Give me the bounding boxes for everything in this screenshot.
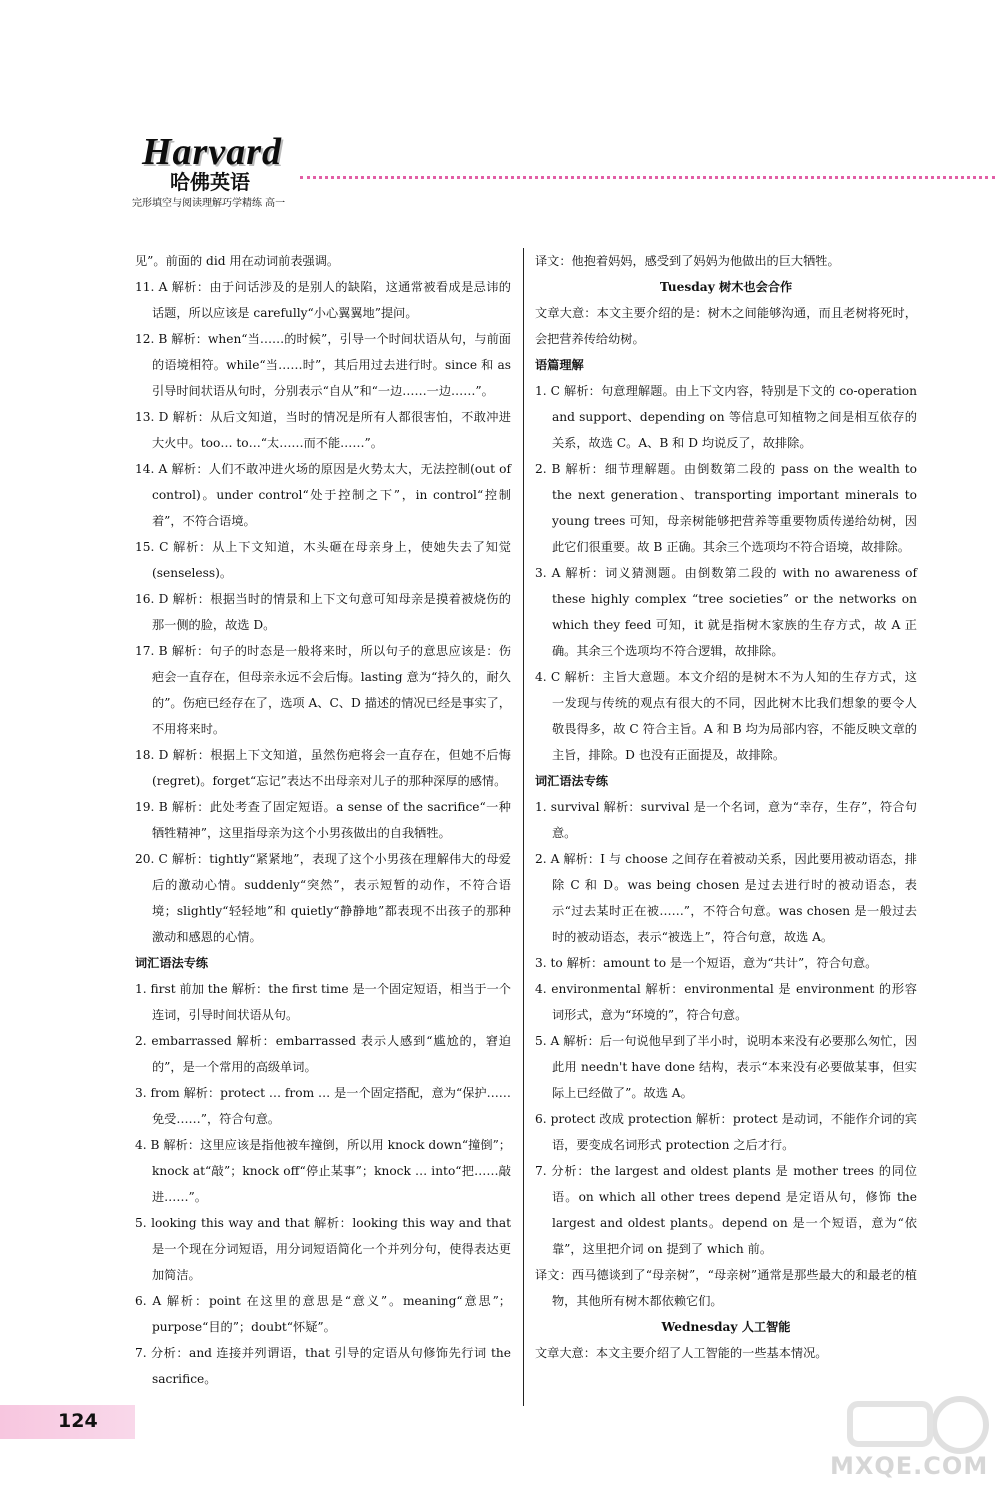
- answer-item: 17. B 解析：句子的时态是一般将来时，所以句子的意思应该是：伤疤会一直存在，但母亲永远不会后悔。lasting 意为“持久的，耐久的”。伤疤已经存在了，选项 A、C、D 描述的情况已经是事实了，不用将来时。: [135, 644, 511, 736]
- answer-item: 7. 分析：and 连接并列谓语，that 引导的定语从句修饰先行词 the sacrifice。: [135, 1346, 511, 1386]
- summary-paragraph: 文章大意：本文主要介绍了人工智能的一些基本情况。: [535, 1346, 828, 1360]
- answer-item: 1. survival 解析：survival 是一个名词，意为“幸存，生存”，符合句意。: [535, 800, 917, 840]
- answer-item: 12. B 解析：when“当……的时候”，引导一个时间状语从句，与前面的语境相符。while“当……时”，其后用过去进行时。since 和 as 引导时间状语从句时，分别表示“自从”和“一边……一边……”。: [135, 332, 511, 398]
- answer-item: 11. A 解析：由于问话涉及的是别人的缺陷，这通常被看成是忌讳的话题，所以应该是 carefully“小心翼翼地”提问。: [135, 280, 511, 320]
- answer-item: 14. A 解析：人们不敢冲进火场的原因是火势太大，无法控制(out of control)。under control“处于控制之下”，in control“控制着”，不符合语境。: [135, 462, 511, 528]
- answer-item: 13. D 解析：从后文知道，当时的情况是所有人都很害怕，不敢冲进大火中。too… to…“太……而不能……”。: [135, 410, 511, 450]
- page-number: 124: [58, 1410, 98, 1432]
- answer-item: 18. D 解析：根据上下文知道，虽然伤疤将会一直存在，但她不后悔(regret)。forget“忘记”表达不出母亲对儿子的那种深厚的感情。: [135, 748, 511, 788]
- answer-item: 3. A 解析：词义猜测题。由倒数第二段的 with no awareness of these highly complex “tree societies” or the networks on which they feed 可知，it 就是指树木家族的生存方式，故 A 正确。其余三个选项均不符合逻辑，故排除。: [535, 566, 917, 658]
- answer-item: 5. looking this way and that 解析：looking this way and that 是一个现在分词短语，用分词短语简化一个并列分句，使得表达更加简洁。: [135, 1216, 511, 1282]
- answer-item: 2. A 解析：I 与 choose 之间存在着被动关系，因此要用被动语态，排除 C 和 D。was being chosen 是过去进行时的被动语态，表示“过去某时正在被……”，不符合句意。was chosen 是一般过去时的被动语态，表示“被选上”，符合句意，故选 A。: [535, 852, 917, 944]
- summary-paragraph: 文章大意：本文主要介绍的是：树木之间能够沟通，而且老树将死时，会把营养传给幼树。: [535, 306, 917, 346]
- translation-line: 译文：西马德谈到了“母亲树”，“母亲树”通常是那些最大的和最老的植物，其他所有树木都依赖它们。: [535, 1268, 917, 1308]
- answer-item: 20. C 解析：tightly“紧紧地”，表现了这个小男孩在理解伟大的母爱后的激动心情。suddenly“突然”，表示短暂的动作，不符合语境；slightly“轻轻地”和 quietly“静静地”都表现不出孩子的那种激动和感恩的心情。: [135, 852, 511, 944]
- answer-item: 2. embarrassed 解析：embarrassed 表示人感到“尴尬的，窘迫的”，是一个常用的高级单词。: [135, 1034, 511, 1074]
- answer-line: 见”。前面的 did 用在动词前表强调。: [135, 254, 340, 268]
- answer-item: 4. environmental 解析：environmental 是 environment 的形容词形式，意为“环境的”，符合句意。: [535, 982, 917, 1022]
- answer-item: 3. to 解析：amount to 是一个短语，意为“共计”，符合句意。: [535, 956, 878, 970]
- book-title: 哈佛英语: [170, 170, 250, 194]
- section-heading: 语篇理解: [535, 358, 584, 372]
- answer-item: 4. C 解析：主旨大意题。本文介绍的是树木不为人知的生存方式，这一发现与传统的观点有很大的不同，因此树木比我们想象的要令人敬畏得多，故 C 符合主旨。A 和 B 均为局部内容，不能反映文章的主旨，排除。D 也没有正面提及，故排除。: [535, 670, 917, 762]
- day-heading: Wednesday 人工智能: [661, 1320, 791, 1334]
- answer-item: 6. protect 改成 protection 解析：protect 是动词，不能作介词的宾语，要变成名词形式 protection 之后才行。: [535, 1112, 917, 1152]
- answer-item: 1. C 解析：句意理解题。由上下文内容，特别是下文的 co-operation and support、depending on 等信息可知植物之间是相互依存的关系，故选 C。A、B 和 D 均说反了，故排除。: [535, 384, 917, 450]
- header: [130, 128, 1000, 208]
- answer-item: 2. B 解析：细节理解题。由倒数第二段的 pass on the wealth to the next generation、transporting important minerals to young trees 可知，母亲树能够把营养等重要物质传递给幼树，因此它们很重要。故 B 正确。其余三个选项均不符合语境，故排除。: [535, 462, 917, 554]
- answer-item: 4. B 解析：这里应该是指他被车撞倒，所以用 knock down“撞倒”；knock at“敲”；knock off“停止某事”；knock … into“把……敲进……”。: [135, 1138, 511, 1204]
- harvard-logo: Harvard: [142, 131, 282, 173]
- column-divider: [523, 248, 524, 1406]
- answer-item: 19. B 解析：此处考查了固定短语。a sense of the sacrifice“一种牺牲精神”，这里指母亲为这个小男孩做出的自我牺牲。: [135, 800, 511, 840]
- answer-item: 7. 分析：the largest and oldest plants 是 mother trees 的同位语。on which all other trees depend 是定语从句，修饰 the largest and oldest plants。depend on 是一个短语，意为“依靠”，这里把介词 on 提到了 which 前。: [535, 1164, 917, 1256]
- section-heading: 词汇语法专练: [535, 774, 609, 788]
- section-heading: 词汇语法专练: [135, 956, 209, 970]
- answer-item: 6. A 解析：point 在这里的意思是“意义”。meaning“意思”；purpose“目的”；doubt“怀疑”。: [135, 1294, 511, 1334]
- day-heading: Tuesday 树木也会合作: [659, 280, 793, 294]
- answer-item: 15. C 解析：从上下文知道，木头砸在母亲身上，使她失去了知觉(senseless)。: [135, 540, 511, 580]
- answer-item: 3. from 解析：protect … from … 是一个固定搭配，意为“保护……免受……”，符合句意。: [135, 1086, 511, 1126]
- answer-item: 1. first 前加 the 解析：the first time 是一个固定短语，相当于一个连词，引导时间状语从句。: [135, 982, 511, 1022]
- answer-item: 5. A 解析：后一句说他早到了半小时，说明本来没有必要那么匆忙，因此用 needn't have done 结构，表示“本来没有必要做某事，但实际上已经做了”。故选 A。: [535, 1034, 917, 1100]
- book-subtitle: 完形填空与阅读理解巧学精练 高一: [132, 198, 286, 209]
- answer-item: 16. D 解析：根据当时的情景和上下文句意可知母亲是摸着被烧伤的那一侧的脸，故选 D。: [135, 592, 511, 632]
- left-column: [135, 248, 511, 1392]
- translation-line: 译文：他抱着妈妈，感受到了妈妈为他做出的巨大牺牲。: [535, 254, 840, 268]
- dotted-rule: [300, 176, 995, 179]
- right-column: [535, 248, 917, 1366]
- watermark-text: MXQE.COM: [830, 1452, 989, 1480]
